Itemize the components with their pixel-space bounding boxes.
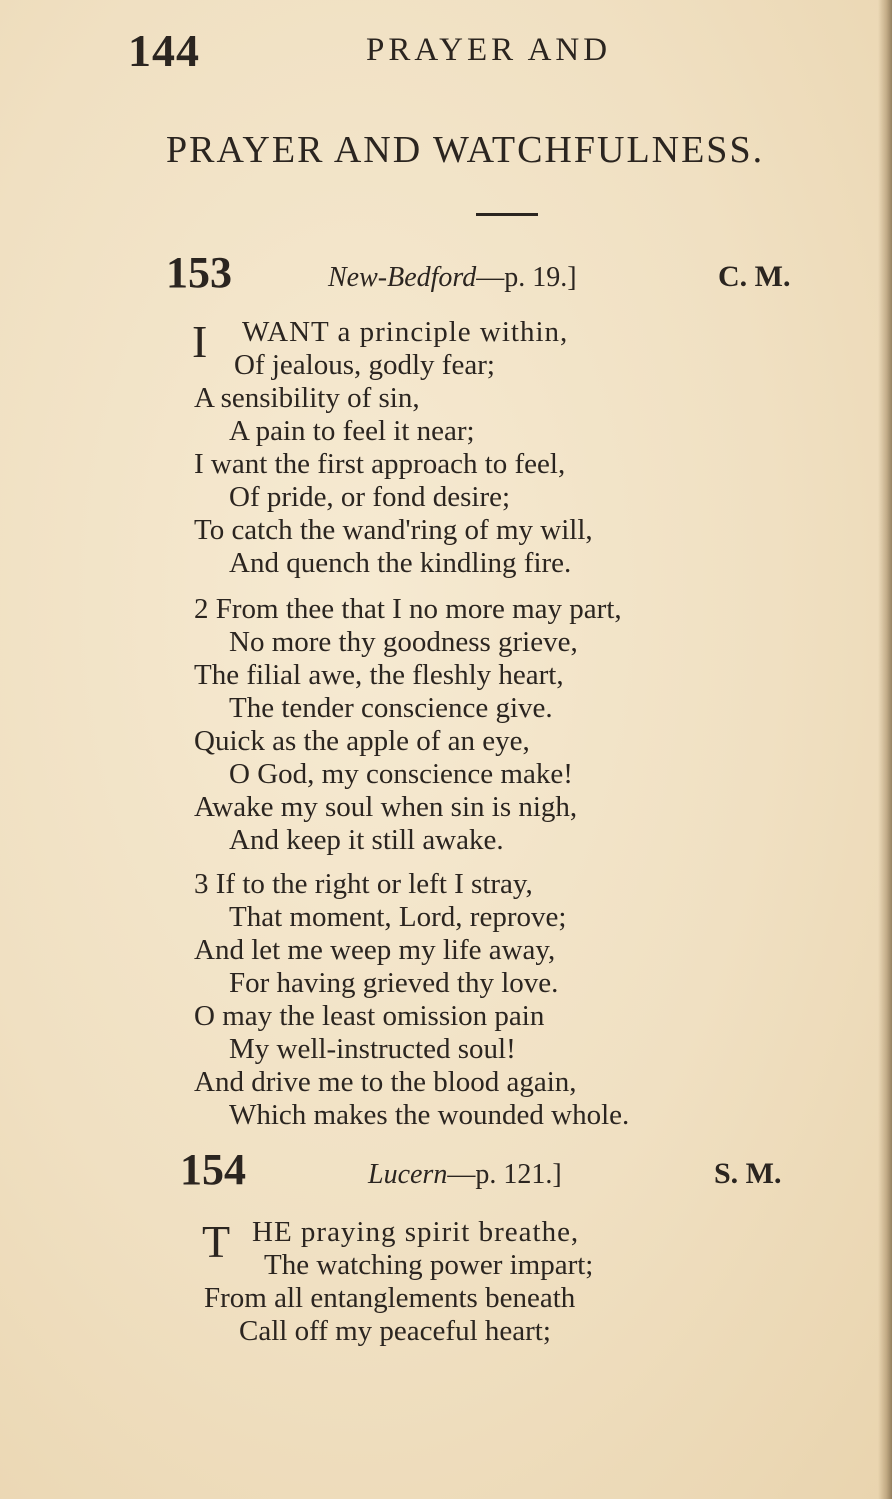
- verse-line: The filial awe, the fleshly heart,: [194, 659, 564, 691]
- verse-line: Of pride, or fond desire;: [229, 481, 511, 513]
- tune-page: —p. 121.]: [447, 1159, 562, 1190]
- verse-line: A sensibility of sin,: [194, 382, 420, 414]
- verse-line: And keep it still awake.: [229, 824, 504, 856]
- running-head: PRAYER AND: [366, 32, 612, 68]
- verse-line: And drive me to the blood again,: [194, 1066, 577, 1098]
- meter: S. M.: [714, 1157, 782, 1190]
- verse-line: Quick as the apple of an eye,: [194, 725, 530, 757]
- page-edge-shadow: [878, 0, 892, 1499]
- hymn-number: 153: [166, 248, 232, 297]
- section-title: PRAYER AND WATCHFULNESS.: [166, 129, 765, 171]
- verse-line: O God, my conscience make!: [229, 758, 573, 790]
- verse-line: Of jealous, godly fear;: [234, 349, 495, 381]
- tune-reference: [368, 1159, 562, 1191]
- verse-line: No more thy goodness grieve,: [229, 626, 578, 658]
- verse-line: Call off my peaceful heart;: [239, 1315, 551, 1347]
- verse-line: From all entanglements beneath: [204, 1282, 576, 1314]
- verse-line: 2 From thee that I no more may part,: [194, 593, 622, 625]
- verse-line: Which makes the wounded whole.: [229, 1099, 630, 1131]
- verse-line: To catch the wand'ring of my will,: [194, 514, 593, 546]
- tune-name: New-Bedford: [328, 262, 477, 293]
- verse-line: For having grieved thy love.: [229, 967, 559, 999]
- stanza-1: [194, 316, 814, 580]
- stanza-154-1: [204, 1216, 824, 1348]
- verse-line: A pain to feel it near;: [229, 415, 475, 447]
- stanza-2: [194, 593, 814, 857]
- verse-line: The watching power impart;: [264, 1249, 594, 1281]
- page-number: 144: [128, 25, 200, 76]
- tune-name: Lucern: [368, 1159, 448, 1190]
- verse-line: 3 If to the right or left I stray,: [194, 868, 533, 900]
- verse-line: And quench the kindling fire.: [229, 547, 572, 579]
- verse-line: And let me weep my life away,: [194, 934, 556, 966]
- verse-line: I want the first approach to feel,: [194, 448, 566, 480]
- verse-line: My well-instructed soul!: [229, 1033, 516, 1065]
- tune-page: —p. 19.]: [476, 262, 577, 293]
- verse-line: The tender conscience give.: [229, 692, 553, 724]
- hymn-153-header: [166, 248, 806, 298]
- verse-line: That moment, Lord, reprove;: [229, 901, 567, 933]
- hymn-number: 154: [180, 1145, 246, 1194]
- stanza-3: [194, 868, 814, 1132]
- verse-line: HE praying spirit breathe,: [252, 1216, 580, 1248]
- drop-cap: I: [192, 316, 208, 367]
- tune-reference: [328, 262, 577, 294]
- hymn-154-header: [180, 1145, 820, 1195]
- verse-line: WANT a principle within,: [242, 316, 569, 348]
- verse-line: O may the least omission pain: [194, 1000, 545, 1032]
- meter: C. M.: [718, 260, 791, 293]
- title-rule: [476, 213, 538, 216]
- drop-cap: T: [202, 1216, 231, 1267]
- verse-line: Awake my soul when sin is nigh,: [194, 791, 578, 823]
